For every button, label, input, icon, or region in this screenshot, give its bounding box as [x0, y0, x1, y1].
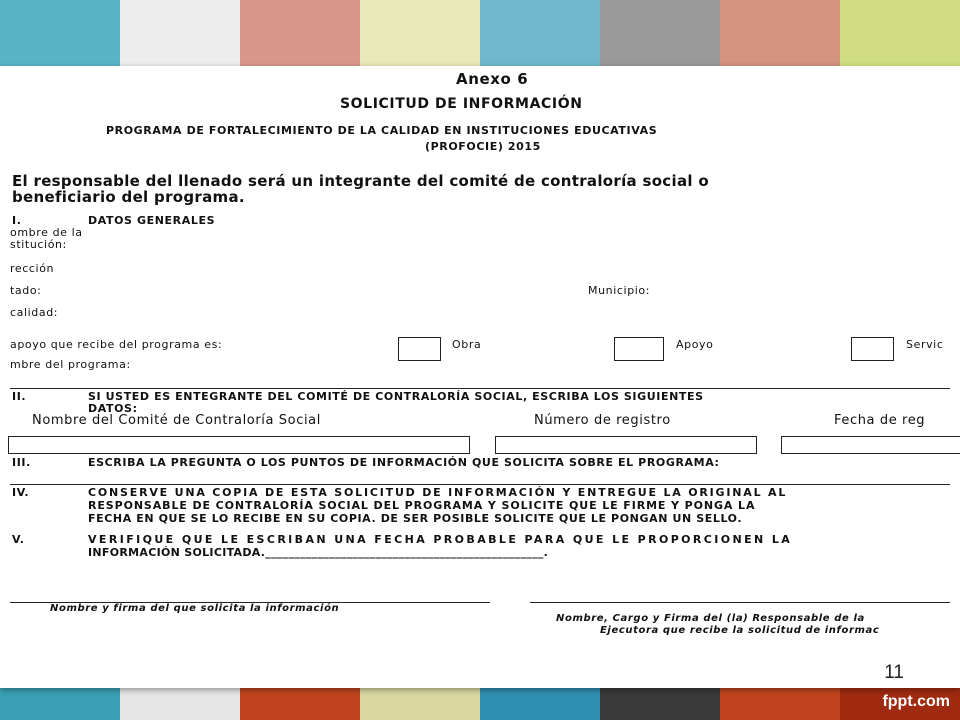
- section-2-number: II.: [12, 390, 27, 403]
- registry-number-field[interactable]: [495, 436, 757, 454]
- obra-checkbox[interactable]: [398, 337, 441, 361]
- stripe-2: [120, 0, 240, 66]
- section-3-title: ESCRIBA LA PREGUNTA O LOS PUNTOS DE INFORMACIÓN QUE SOLICITA SOBRE EL PROGRAMA:: [88, 456, 720, 469]
- slide: [0, 66, 960, 688]
- stripe-2: [120, 688, 240, 720]
- stripe-4: [360, 0, 480, 66]
- signature-right-caption-1: Nombre, Cargo y Firma del (la) Responsable de la: [556, 613, 865, 624]
- institution-label-2: stitución:: [10, 238, 67, 251]
- section-4-line-1: CONSERVE UNA COPIA DE ESTA SOLICITUD DE INFORMACIÓN Y ENTREGUE LA ORIGINAL AL: [88, 486, 788, 499]
- section-5-line-2: INFORMACIÓN SOLICITADA.________________________________________________.: [88, 546, 549, 559]
- servicio-checkbox[interactable]: [851, 337, 894, 361]
- brand-label[interactable]: fppt.com: [882, 693, 950, 710]
- registry-date-header: Fecha de reg: [834, 413, 926, 428]
- section-2-title-2: DATOS:: [88, 402, 138, 415]
- section-2-rule: [10, 388, 950, 389]
- section-3-rule: [10, 484, 950, 485]
- program-line-1: PROGRAMA DE FORTALECIMIENTO DE LA CALIDAD EN INSTITUCIONES EDUCATIVAS: [106, 124, 658, 137]
- annex-label: Anexo 6: [456, 70, 529, 88]
- committee-name-field[interactable]: [8, 436, 470, 454]
- stripe-5: [480, 0, 600, 66]
- support-type-label: apoyo que recibe del programa es:: [10, 338, 223, 351]
- responsible-line-1: El responsable del llenado será un integrante del comité de contraloría social o: [12, 172, 709, 190]
- registry-number-header: Número de registro: [534, 413, 671, 428]
- section-5-number: V.: [12, 533, 25, 546]
- committee-name-header: Nombre del Comité de Contraloría Social: [32, 413, 321, 428]
- stripe-1: [0, 688, 120, 720]
- signature-right-caption-2: Ejecutora que recibe la solicitud de informac: [600, 625, 880, 636]
- responsible-line-2: beneficiario del programa.: [12, 188, 245, 206]
- stripe-8: [840, 0, 960, 66]
- program-line-2: (PROFOCIE) 2015: [425, 140, 541, 153]
- registry-date-field[interactable]: [781, 436, 960, 454]
- stripe-3: [240, 0, 360, 66]
- state-label: tado:: [10, 284, 42, 297]
- stripe-6: [600, 0, 720, 66]
- section-5-line-1: VERIFIQUE QUE LE ESCRIBAN UNA FECHA PROBABLE PARA QUE LE PROPORCIONEN LA: [88, 533, 793, 546]
- section-3-number: III.: [12, 456, 31, 469]
- stripe-3: [240, 688, 360, 720]
- apoyo-label: Apoyo: [676, 338, 714, 351]
- bottom-color-stripe: [0, 688, 960, 720]
- top-color-stripe: [0, 0, 960, 66]
- section-1-title: DATOS GENERALES: [88, 214, 216, 227]
- form-title: SOLICITUD DE INFORMACIÓN: [340, 96, 583, 112]
- address-label: rección: [10, 262, 55, 275]
- section-2-title-1: SI USTED ES ENTEGRANTE DEL COMITÉ DE CONTRALORÍA SOCIAL, ESCRIBA LOS SIGUIENTES: [88, 390, 704, 403]
- servicio-label: Servic: [906, 338, 944, 351]
- stripe-6: [600, 688, 720, 720]
- locality-label: calidad:: [10, 306, 59, 319]
- stripe-7: [720, 0, 840, 66]
- obra-label: Obra: [452, 338, 482, 351]
- signature-line-right: [530, 602, 950, 603]
- stripe-5: [480, 688, 600, 720]
- stripe-7: [720, 688, 840, 720]
- document-image: [0, 66, 960, 688]
- section-4-line-3: FECHA EN QUE SE LO RECIBE EN SU COPIA. DE SER POSIBLE SOLICITE QUE LE PONGAN UN SELLO.: [88, 512, 743, 525]
- signature-left-caption: Nombre y firma del que solicita la información: [50, 603, 340, 614]
- section-4-number: IV.: [12, 486, 30, 499]
- section-1-number: I.: [12, 214, 22, 227]
- municipality-label: Municipio:: [588, 284, 651, 297]
- stripe-1: [0, 0, 120, 66]
- stripe-4: [360, 688, 480, 720]
- apoyo-checkbox[interactable]: [614, 337, 664, 361]
- slide-number: 11: [884, 662, 904, 683]
- institution-label-1: ombre de la: [10, 226, 83, 239]
- program-name-label: mbre del programa:: [10, 358, 131, 371]
- section-4-line-2: RESPONSABLE DE CONTRALORÍA SOCIAL DEL PROGRAMA Y SOLICITE QUE LE FIRME Y PONGA LA: [88, 499, 756, 512]
